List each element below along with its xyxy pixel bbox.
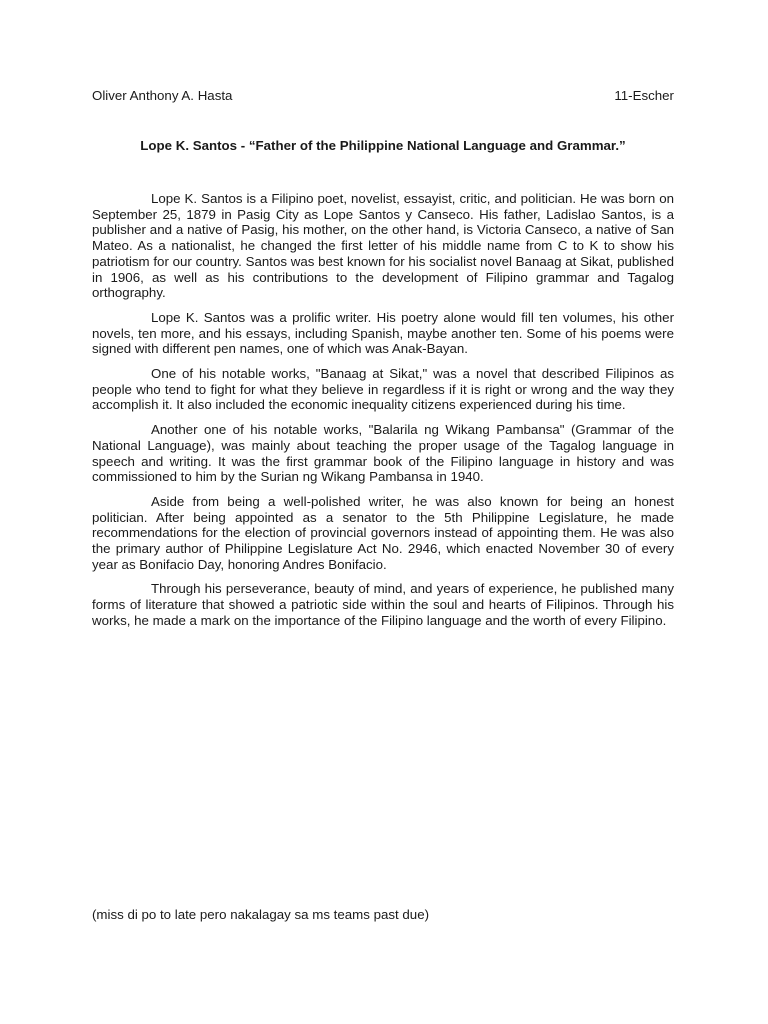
document-body: [92, 191, 674, 638]
author-name: Oliver Anthony A. Hasta: [92, 88, 233, 103]
paragraph: One of his notable works, "Banaag at Sikat," was a novel that described Filipinos as people who tend to fight for what they believe in regardless if it is right or wrong and the way they accomplish it. It also included the economic inequality citizens experienced during his time.: [92, 366, 674, 413]
paragraph: Lope K. Santos is a Filipino poet, novelist, essayist, critic, and politician. He was born on September 25, 1879 in Pasig City as Lope Santos y Canseco. His father, Ladislao Santos, is a publisher and a native of Pasig, his mother, on the other hand, is Victoria Canseco, a native of San Mateo. As a nationalist, he changed the first letter of his middle name from C to K to show his patriotism for our country. Santos was best known for his socialist novel Banaag at Sikat, published in 1906, as well as his contributions to the development of Filipino grammar and Tagalog orthography.: [92, 191, 674, 301]
document-title: Lope K. Santos - “Father of the Philippine National Language and Grammar.”: [140, 138, 626, 153]
paragraph: Aside from being a well-polished writer, he was also known for being an honest politician. After being appointed as a senator to the 5th Philippine Legislature, he made recommendations for the election of provincial governors instead of appointing them. He was also the primary author of Philippine Legislature Act No. 2946, which enacted November 30 of every year as Bonifacio Day, honoring Andres Bonifacio.: [92, 493, 674, 572]
paragraph: Another one of his notable works, "Balarila ng Wikang Pambansa" (Grammar of the National Language), was mainly about teaching the proper usage of the Tagalog language in speech and writing. It was the first grammar book of the Filipino language in history and was commissioned to him by the Surian ng Wikang Pambansa in 1940.: [92, 422, 674, 485]
document-header: [92, 88, 674, 104]
footer-note: (miss di po to late pero nakalagay sa ms teams past due): [92, 907, 430, 922]
section-name: 11-Escher: [614, 88, 674, 103]
paragraph: Through his perseverance, beauty of mind, and years of experience, he published many forms of literature that showed a patriotic side within the soul and hearts of Filipinos. Through his works, he made a mark on the importance of the Filipino language and the worth of every Filipino.: [92, 581, 674, 628]
paragraph: Lope K. Santos was a prolific writer. His poetry alone would fill ten volumes, his other novels, ten more, and his essays, including Spanish, maybe another ten. Some of his poems were signed with different pen names, one of which was Anak-Bayan.: [92, 309, 674, 357]
